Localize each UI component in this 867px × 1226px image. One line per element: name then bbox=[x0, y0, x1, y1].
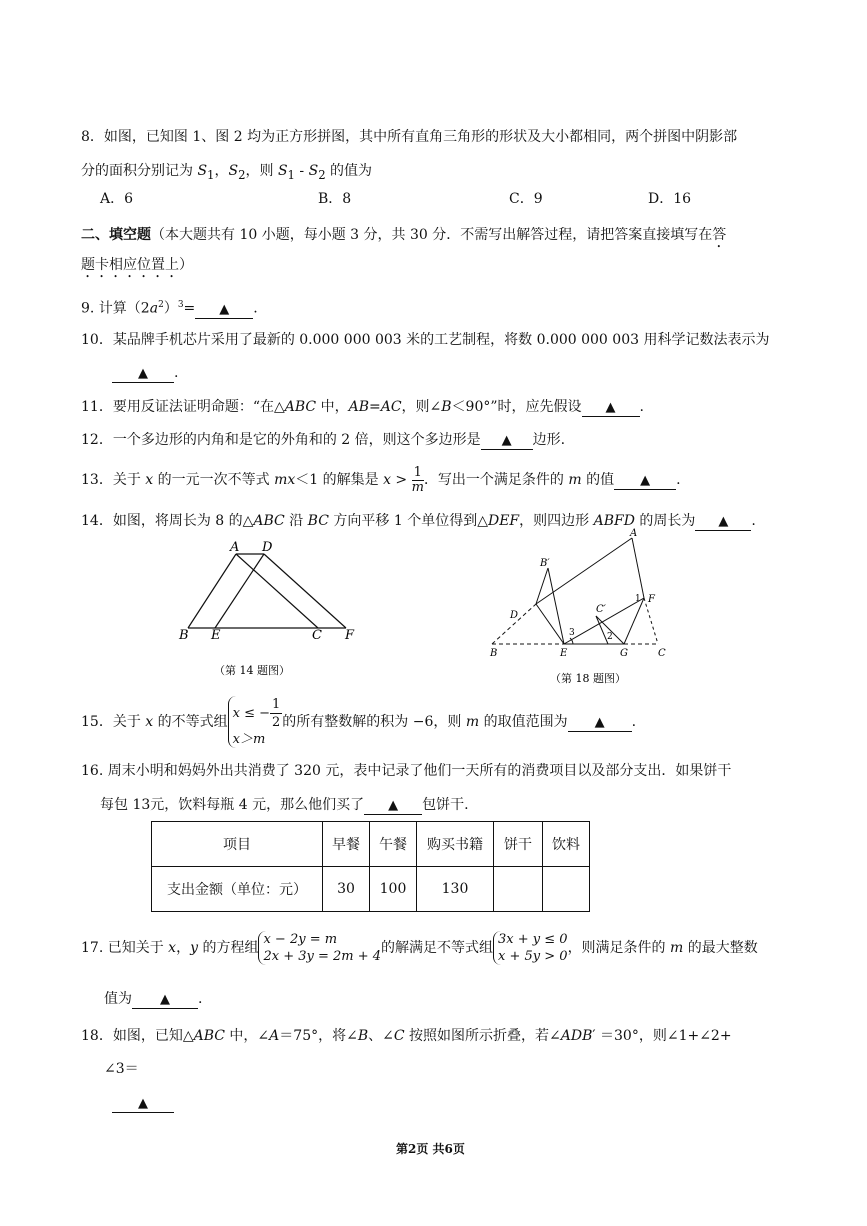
section-heading: 二、填空题（本大题共有 10 小题，每小题 3 分，共 30 分．不需写出解答过程，请把答案直接填写在答 bbox=[81, 227, 727, 243]
table-cell: 30 bbox=[323, 867, 370, 912]
label-e: E bbox=[560, 648, 568, 659]
label-d: D bbox=[262, 540, 273, 555]
table-cell bbox=[543, 867, 590, 912]
label-c: C bbox=[312, 628, 322, 643]
figure-18 bbox=[484, 528, 684, 690]
page-footer: 第2页 共6页 bbox=[396, 1142, 465, 1156]
table-header-cell: 饼干 bbox=[494, 822, 543, 867]
table-header-cell: 购买书籍 bbox=[417, 822, 494, 867]
label-c-prime: C′ bbox=[596, 604, 606, 615]
q8-line1: 8．如图，已知图 1、图 2 均为正方形拼图，其中所有直角三角形的形状及大小都相同，两个拼图中阴影部 bbox=[81, 129, 738, 145]
q17-line2: 值为 ▲ . bbox=[104, 991, 203, 1007]
label-d: D bbox=[510, 610, 519, 621]
label-c: C bbox=[658, 648, 666, 659]
table-header-cell: 项目 bbox=[152, 822, 323, 867]
answer-blank[interactable]: ▲ bbox=[112, 1095, 174, 1113]
answer-blank[interactable]: ▲ bbox=[481, 432, 533, 450]
table-cell: 100 bbox=[370, 867, 417, 912]
table-header-cell: 饮料 bbox=[543, 822, 590, 867]
figure-14 bbox=[170, 538, 370, 680]
angle-1-label: 1 bbox=[635, 594, 641, 604]
angle-3-label: 3 bbox=[569, 628, 575, 638]
table-header-row bbox=[152, 822, 590, 867]
label-b-prime: B′ bbox=[540, 558, 550, 569]
q14: 14．如图，将周长为 8 的△ABC 沿 BC 方向平移 1 个单位得到△DEF，则四边形 ABFD 的周长为 ▲ . bbox=[81, 513, 756, 529]
q18-answer bbox=[112, 1094, 174, 1113]
inequality-system: 3x + y ≤ 0 x + 5y > 0 bbox=[493, 931, 568, 965]
q16-line2: 每包 13元，饮料每瓶 4 元，那么他们买了 ▲ 包饼干. bbox=[100, 797, 469, 813]
q10-line1: 10．某品牌手机芯片采用了最新的 0.000 000 003 米的工艺制程，将数 0.000 000 003 用科学记数法表示为 bbox=[81, 332, 770, 348]
label-g: G bbox=[620, 648, 628, 659]
label-e: E bbox=[211, 628, 221, 643]
label-a: A bbox=[230, 540, 240, 555]
label-b: B bbox=[490, 648, 498, 659]
q9: 9. 计算$(2a^2)^3=$ ▲ . bbox=[81, 300, 258, 317]
q8-line2: 分的面积分别记为 $S_1$，$S_2$，则 $S_1 - S_2$ 的值为 bbox=[81, 163, 373, 182]
table-header-cell: 早餐 bbox=[323, 822, 370, 867]
label-f: F bbox=[648, 594, 655, 605]
q18-line1: 18．如图，已知△ABC 中，∠A＝75°，将∠B、∠C 按照如图所示折叠，若∠ADB′ ＝30°，则∠1+∠2+ bbox=[81, 1028, 732, 1044]
fraction: $\frac{1}{m}$ bbox=[411, 464, 424, 495]
answer-blank[interactable]: ▲ bbox=[195, 301, 253, 319]
table-header-cell: 午餐 bbox=[370, 822, 417, 867]
q17-line1: 17. 已知关于 x，y 的方程组 x − 2y = m 2x + 3y = 2m + 4 的解满足不等式组 3x + y ≤ 0 x + 5y > 0 ，则满足条件的 m 的最大整数 bbox=[81, 932, 758, 964]
answer-blank[interactable]: ▲ bbox=[112, 365, 174, 383]
answer-blank[interactable]: ▲ bbox=[132, 991, 198, 1009]
equation-system: x − 2y = m 2x + 3y = 2m + 4 bbox=[258, 931, 381, 965]
q16-line1: 16. 周末小明和妈妈外出共消费了 320 元，表中记录了他们一天所有的消费项目以及部分支出．如果饼干 bbox=[81, 763, 732, 779]
q8-option-c: C．9 bbox=[509, 191, 543, 207]
figure-caption: （第 14 题图） bbox=[214, 664, 290, 677]
q12: 12．一个多边形的内角和是它的外角和的 2 倍，则这个多边形是 ▲ 边形. bbox=[81, 432, 566, 448]
table-row bbox=[152, 867, 590, 912]
table-cell: 130 bbox=[417, 867, 494, 912]
answer-blank[interactable]: ▲ bbox=[364, 797, 422, 815]
answer-blank[interactable]: ▲ bbox=[695, 513, 751, 531]
q15: 15．关于 x 的不等式组 x ≤ − $\frac{1}{2}$ x＞m 的所有整数解的积为 −6，则 m 的取值范围为 ▲ . bbox=[81, 697, 637, 747]
angle-2-label: 2 bbox=[607, 632, 613, 642]
expense-table bbox=[151, 821, 590, 912]
label-f: F bbox=[345, 628, 355, 643]
table-cell: 支出金额（单位：元） bbox=[152, 867, 323, 912]
q8-option-b: B．8 bbox=[318, 191, 352, 207]
label-b: B bbox=[179, 628, 189, 643]
answer-blank[interactable]: ▲ bbox=[582, 399, 640, 417]
q8-option-d: D．16 bbox=[648, 191, 692, 207]
inequality-system: x ≤ − $\frac{1}{2}$ x＞m bbox=[228, 696, 283, 748]
table-cell bbox=[494, 867, 543, 912]
q11: 11．要用反证法证明命题：“在△ABC 中，AB=AC，则∠B＜90°”时，应先假设 ▲ . bbox=[81, 399, 644, 415]
q8-option-a: A．6 bbox=[100, 191, 134, 207]
figure-caption: （第 18 题图） bbox=[550, 672, 626, 685]
answer-blank[interactable]: ▲ bbox=[614, 472, 676, 490]
section-heading-line2: 题卡相应位置上） bbox=[81, 257, 193, 273]
q13: 13．关于 x 的一元一次不等式 mx＜1 的解集是 x > $\frac{1}{m}$ ．写出一个满足条件的 m 的值 ▲ . bbox=[81, 464, 681, 495]
q18-line2: ∠3＝ bbox=[104, 1061, 139, 1077]
label-a: A bbox=[630, 528, 638, 539]
q10-line2: ▲ . bbox=[112, 364, 178, 383]
answer-blank[interactable]: ▲ bbox=[568, 714, 632, 732]
